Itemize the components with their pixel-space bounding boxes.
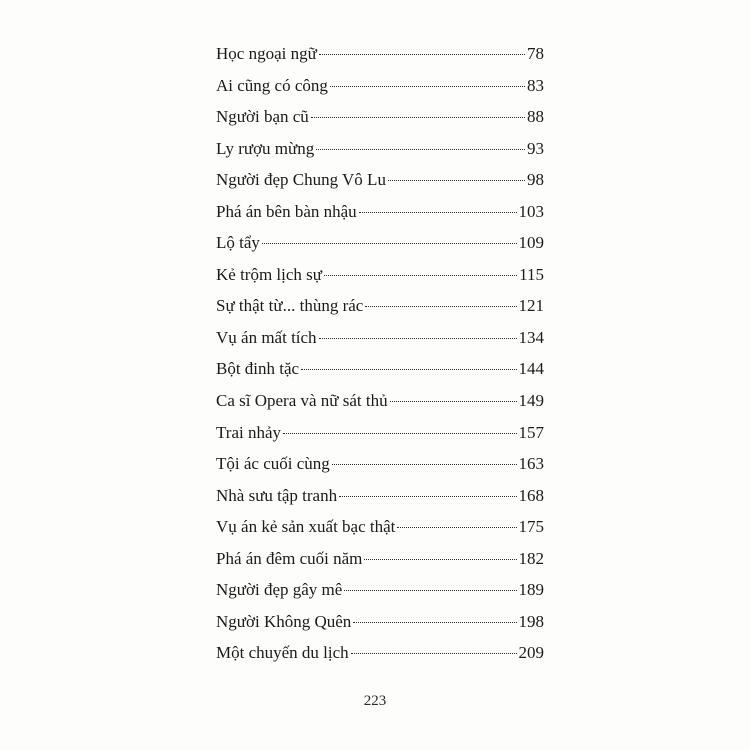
- dot-leader: [311, 117, 525, 118]
- toc-entry-title: Người bạn cũ: [216, 107, 309, 127]
- toc-entry-title: Vụ án mất tích: [216, 327, 317, 347]
- toc-entry-title: Phá án đêm cuối năm: [216, 548, 363, 568]
- toc-entry-title: Vụ án kẻ sản xuất bạc thật: [216, 517, 396, 537]
- dot-leader: [388, 180, 525, 181]
- toc-entry: [216, 164, 544, 196]
- toc-entry-page: 98: [527, 170, 544, 190]
- dot-leader: [351, 653, 517, 654]
- toc-entry: [216, 101, 544, 133]
- toc-entry: [216, 290, 544, 322]
- toc-entry: [216, 417, 544, 449]
- toc-entry-page: 103: [518, 201, 544, 221]
- toc-entry-title: Lộ tẩy: [216, 233, 260, 253]
- toc-entry-page: 189: [518, 580, 544, 600]
- toc-entry-title: Trai nhảy: [216, 422, 282, 442]
- dot-leader: [319, 54, 525, 55]
- toc-entry-page: 163: [518, 454, 544, 474]
- toc-entry-title: Bột đinh tặc: [216, 359, 300, 379]
- toc-entry-title: Sự thật từ... thùng rác: [216, 296, 364, 316]
- toc-entry-page: 144: [518, 359, 544, 379]
- toc-entry-page: 115: [519, 264, 544, 284]
- toc-entry-page: 198: [518, 611, 544, 631]
- toc-entry-page: 88: [527, 107, 544, 127]
- toc-entry-page: 175: [518, 517, 544, 537]
- toc-entry-page: 168: [518, 485, 544, 505]
- toc-entry: [216, 574, 544, 606]
- toc-entry-title: Một chuyến du lịch: [216, 643, 349, 663]
- toc-entry: [216, 353, 544, 385]
- toc-entry: [216, 385, 544, 417]
- toc-entry: [216, 543, 544, 575]
- dot-leader: [390, 401, 517, 402]
- toc-entry-page: 157: [518, 422, 544, 442]
- dot-leader: [397, 527, 516, 528]
- dot-leader: [332, 464, 517, 465]
- toc-entry: [216, 637, 544, 669]
- dot-leader: [330, 86, 525, 87]
- toc-entry-title: Phá án bên bàn nhậu: [216, 201, 357, 221]
- toc-entry: [216, 133, 544, 165]
- toc-entry-page: 121: [518, 296, 544, 316]
- toc-entry-title: Người đẹp gây mê: [216, 580, 343, 600]
- toc-entry-page: 83: [527, 75, 544, 95]
- toc-entry: [216, 448, 544, 480]
- toc-entry-title: Nhà sưu tập tranh: [216, 485, 338, 505]
- toc-entry-title: Người Không Quên: [216, 611, 352, 631]
- table-of-contents: [216, 38, 544, 669]
- toc-entry-page: 134: [518, 327, 544, 347]
- toc-entry: [216, 322, 544, 354]
- toc-entry-page: 78: [527, 44, 544, 63]
- page-number: 223: [363, 693, 387, 709]
- toc-entry: [216, 606, 544, 638]
- dot-leader: [359, 212, 517, 213]
- dot-leader: [344, 590, 516, 591]
- toc-entry-page: 93: [527, 138, 544, 158]
- toc-entry-title: Học ngoại ngữ: [216, 44, 317, 63]
- dot-leader: [319, 338, 517, 339]
- toc-entry-page: 109: [518, 233, 544, 253]
- dot-leader: [339, 496, 516, 497]
- dot-leader: [283, 433, 516, 434]
- dot-leader: [364, 559, 516, 560]
- dot-leader: [262, 243, 517, 244]
- toc-entry: [216, 511, 544, 543]
- dot-leader: [316, 149, 525, 150]
- toc-entry-title: Ca sĩ Opera và nữ sát thủ: [216, 391, 388, 411]
- toc-entry-title: Kẻ trộm lịch sự: [216, 264, 323, 284]
- toc-entry: [216, 227, 544, 259]
- toc-entry-title: Ly rượu mừng: [216, 138, 315, 158]
- toc-entry: [216, 70, 544, 102]
- toc-entry: [216, 196, 544, 228]
- toc-entry: [216, 259, 544, 291]
- dot-leader: [301, 369, 516, 370]
- dot-leader: [324, 275, 517, 276]
- toc-entry-page: 149: [518, 391, 544, 411]
- dot-leader: [365, 306, 516, 307]
- toc-entry: [216, 480, 544, 512]
- toc-entry-title: Tội ác cuối cùng: [216, 454, 330, 474]
- toc-entry-title: Người đẹp Chung Vô Lu: [216, 170, 386, 190]
- toc-entry-page: 182: [518, 548, 544, 568]
- dot-leader: [353, 622, 516, 623]
- toc-entry: [216, 38, 544, 70]
- toc-entry-title: Ai cũng có công: [216, 75, 328, 95]
- toc-entry-page: 209: [518, 643, 544, 663]
